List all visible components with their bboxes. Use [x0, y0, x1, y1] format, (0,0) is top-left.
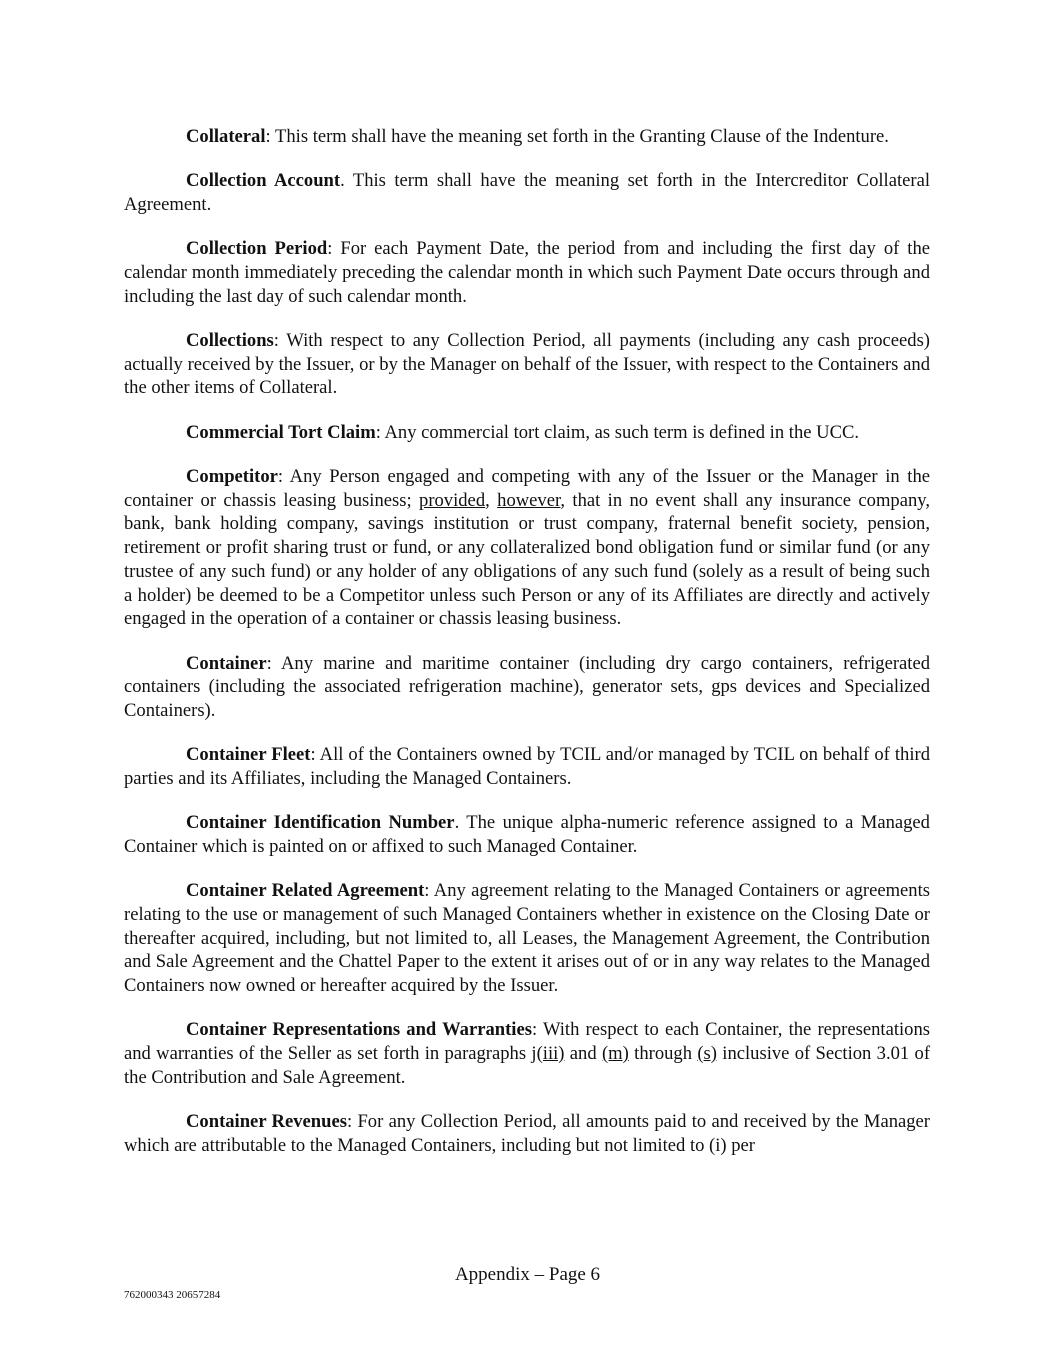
definition-text: : With respect to each Container, the representations and warranties of the Seller as set forth in paragraphs [124, 1019, 930, 1065]
term-heading: Commercial Tort Claim [186, 421, 376, 443]
definition-text: : This term shall have the meaning set forth in the Granting Clause of the Indenture. [265, 126, 889, 147]
definition-text: : Any marine and maritime container (including dry cargo containers, refrigerated containers (including the associated refrigeration machine), generator sets, gps devices and Specialized Containers). [124, 652, 930, 721]
term-heading: Container [186, 652, 267, 674]
definition-collateral [124, 125, 930, 149]
page-footer-label: Appendix – Page 6 [454, 1264, 601, 1285]
underlined-paragraph-ref: (m) [601, 1043, 629, 1065]
definition-container-identification-number [124, 811, 930, 858]
definition-text-continued: inclusive of Section 3.01 of the Contribution and Sale Agreement. [124, 1043, 931, 1088]
definition-container-representations-and-warranties [124, 1018, 930, 1089]
term-heading: Container Fleet [186, 744, 311, 766]
term-heading: Container Related Agreement [186, 880, 425, 902]
definition-container-related-agreement [124, 879, 930, 998]
definition-container [124, 652, 930, 723]
underlined-however: however [497, 489, 561, 511]
definition-commercial-tort-claim [124, 421, 930, 445]
document-id: 762000343 20657284 [124, 1289, 221, 1301]
definition-container-revenues [124, 1110, 930, 1157]
definition-text: : For any Collection Period, all amounts paid to and received by the Manager which are attributable to the Managed Containers, including but not limited to (i) per [124, 1111, 930, 1156]
definition-text-continued: , that in no event shall any insurance company, bank, bank holding company, savings institution or trust company, fraternal benefit society, pension, retirement or profit sharing trust or fund, or any collateralized bond obligation fund or similar fund (or any trustee of any such fund) or any holder of any obligations of any such fund (solely as a result of being such a holder) be deemed to be a Competitor unless such Person or any of its Affiliates are directly and actively engaged in the operation of a container or chassis leasing business. [124, 489, 930, 630]
term-heading: Collection Period [186, 238, 328, 260]
separator: , [485, 489, 498, 511]
term-heading: Container Revenues [186, 1111, 347, 1133]
definition-text: : For each Payment Date, the period from and including the first day of the calendar month immediately preceding the calendar month in which such Payment Date occurs through and including the last day of such calendar month. [124, 238, 931, 307]
term-heading: Container Identification Number [186, 812, 455, 834]
definition-competitor [124, 465, 930, 631]
definition-container-fleet [124, 743, 930, 790]
document-body [124, 125, 930, 1178]
definition-text: . The unique alpha-numeric reference assigned to a Managed Container which is painted on or affixed to such Managed Container. [124, 812, 930, 857]
underlined-provided: provided [419, 489, 486, 511]
term-heading: Container Representations and Warranties [186, 1019, 532, 1041]
definition-text: : All of the Containers owned by TCIL and/or managed by TCIL on behalf of third parties and its Affiliates, including the Managed Containers. [124, 744, 931, 789]
separator: through [628, 1043, 698, 1065]
underlined-paragraph-ref: j(iii) [531, 1043, 565, 1065]
definition-text: . This term shall have the meaning set forth in the Intercreditor Collateral Agreement. [124, 170, 930, 215]
definition-collection-period [124, 237, 930, 308]
definition-text: : Any commercial tort claim, as such term is defined in the UCC. [375, 421, 860, 443]
definition-text: : Any Person engaged and competing with any of the Issuer or the Manager in the container or chassis leasing business; [124, 466, 930, 511]
term-heading: Collateral [186, 126, 266, 147]
definition-collection-account [124, 169, 930, 216]
definition-collections [124, 329, 930, 400]
term-heading: Collection Account [186, 170, 341, 192]
term-heading: Competitor [186, 466, 278, 487]
underlined-paragraph-ref: (s) [697, 1043, 717, 1065]
term-heading: Collections [186, 330, 274, 351]
definition-text: : With respect to any Collection Period, all payments (including any cash proceeds) actually received by the Issuer, or by the Manager on behalf of the Issuer, with respect to the Containers and the other items of Collateral. [124, 330, 930, 399]
separator: and [564, 1043, 602, 1065]
definition-text: : Any agreement relating to the Managed Containers or agreements relating to the use or management of such Managed Containers whether in existence on the Closing Date or thereafter acquired, including, but not limited to, all Leases, the Management Agreement, the Contribution and Sale Agreement and the Chattel Paper to the extent it arises out of or in any way relates to the Managed Containers now owned or hereafter acquired by the Issuer. [124, 880, 930, 997]
